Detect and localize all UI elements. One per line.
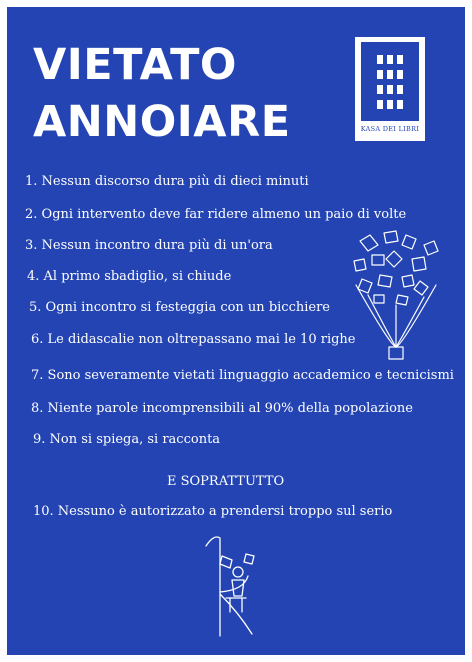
poster-title bbox=[33, 37, 291, 151]
rule-1: 1. Nessun discorso dura più di dieci minuti bbox=[25, 174, 309, 189]
rule-3: 3. Nessun incontro dura più di un'ora bbox=[25, 238, 273, 253]
title-line-1: VIETATO bbox=[33, 40, 237, 90]
rule-5: 5. Ogni incontro si festeggia con un bicchiere bbox=[29, 300, 330, 315]
rule-7: 7. Sono severamente vietati linguaggio accademico e tecnicismi bbox=[31, 368, 454, 383]
rule-10: 10. Nessuno è autorizzato a prendersi troppo sul serio bbox=[33, 504, 393, 519]
building-icon bbox=[361, 42, 419, 121]
poster bbox=[7, 7, 465, 655]
special-heading: E SOPRATTUTTO bbox=[167, 474, 285, 489]
kasa-dei-libri-logo bbox=[355, 37, 425, 141]
rule-4: 4. Al primo sbadiglio, si chiude bbox=[27, 269, 232, 284]
k-monogram-illustration bbox=[192, 532, 262, 640]
rule-8: 8. Niente parole incomprensibili al 90% della popolazione bbox=[31, 401, 413, 416]
logo-label: KASA DEI LIBRI bbox=[360, 125, 420, 133]
title-line-2: ANNOIARE bbox=[33, 97, 291, 147]
rule-9: 9. Non si spiega, si racconta bbox=[33, 432, 221, 447]
book-balloon-illustration bbox=[350, 225, 442, 365]
rule-6: 6. Le didascalie non oltrepassano mai le 10 righe bbox=[31, 332, 356, 347]
rule-2: 2. Ogni intervento deve far ridere almeno un paio di volte bbox=[25, 207, 407, 222]
